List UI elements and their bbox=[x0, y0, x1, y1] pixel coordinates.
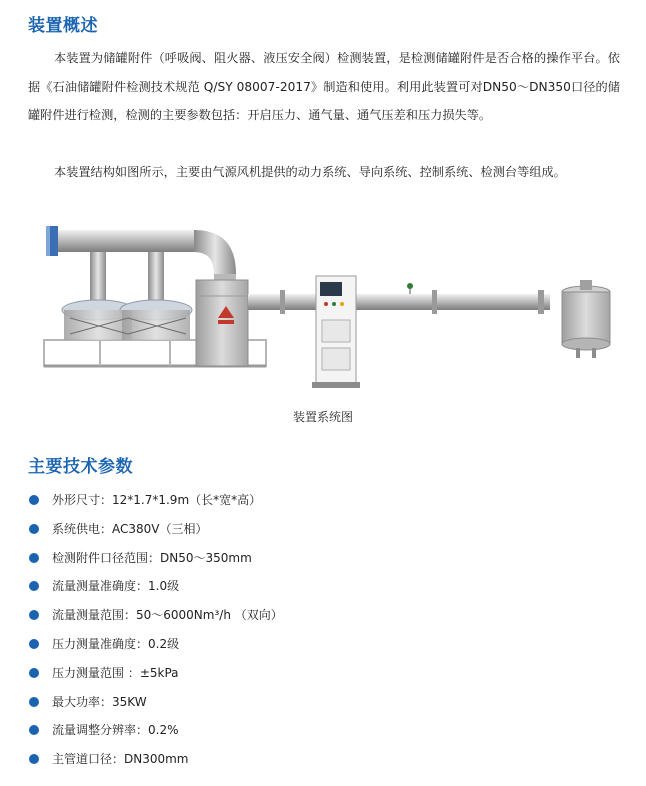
bullet-dot-icon bbox=[29, 725, 39, 735]
bullet-dot-icon bbox=[29, 553, 39, 563]
spec-text: 流量测量范围：50～6000Nm³/h （双向） bbox=[52, 608, 283, 623]
spec-text: 最大功率：35KW bbox=[52, 694, 147, 709]
spec-text: 外形尺寸：12*1.7*1.9m（长*宽*高） bbox=[52, 493, 262, 507]
bullet-dot-icon bbox=[29, 754, 39, 764]
device-system-image bbox=[40, 222, 620, 394]
bullet-dot-icon bbox=[29, 668, 39, 678]
specs-heading: 主要技术参数 bbox=[28, 457, 133, 477]
spec-item bbox=[28, 515, 283, 544]
spec-text: 系统供电：AC380V（三相） bbox=[52, 521, 208, 536]
spec-item bbox=[28, 659, 283, 688]
spec-text: 流量测量准确度：1.0级 bbox=[52, 579, 180, 594]
spec-text: 压力测量范围 ：±5kPa bbox=[52, 665, 179, 680]
spec-item bbox=[28, 688, 283, 717]
bullet-dot-icon bbox=[29, 524, 39, 534]
spec-item bbox=[28, 572, 283, 601]
spec-item bbox=[28, 630, 283, 659]
spec-item bbox=[28, 486, 283, 515]
spec-text: 检测附件口径范围：DN50～350mm bbox=[52, 550, 252, 565]
spec-text: 主管道口径：DN300mm bbox=[52, 752, 189, 767]
bullet-dot-icon bbox=[29, 610, 39, 620]
spec-text: 流量调整分辨率：0.2% bbox=[52, 723, 179, 738]
spec-item bbox=[28, 745, 283, 774]
spec-item bbox=[28, 716, 283, 745]
bullet-dot-icon bbox=[29, 581, 39, 591]
overview-paragraph-1: 本装置为储罐附件（呼吸阀、阻火器、液压安全阀）检测装置，是检测储罐附件是否合格的操作平台。依据《石油储罐附件检测技术规范 Q/SY 08007-2017》制造和使用。利用此装置可对DN50～DN350口径的储罐附件进行检测，检测的主要参数包括：开启压力、通气量、通气压差和压力损失等。 bbox=[28, 51, 620, 122]
overview-paragraph-2: 本装置结构如图所示，主要由气源风机提供的动力系统、导向系统、控制系统、检测台等组成。 bbox=[54, 165, 566, 179]
bullet-dot-icon bbox=[29, 639, 39, 649]
spec-item bbox=[28, 601, 283, 630]
spec-list bbox=[28, 486, 283, 774]
bullet-dot-icon bbox=[29, 697, 39, 707]
spec-item bbox=[28, 544, 283, 573]
overview-heading: 装置概述 bbox=[28, 16, 98, 36]
bullet-dot-icon bbox=[29, 495, 39, 505]
figure-caption: 装置系统图 bbox=[292, 410, 353, 424]
spec-text: 压力测量准确度：0.2级 bbox=[52, 636, 180, 651]
